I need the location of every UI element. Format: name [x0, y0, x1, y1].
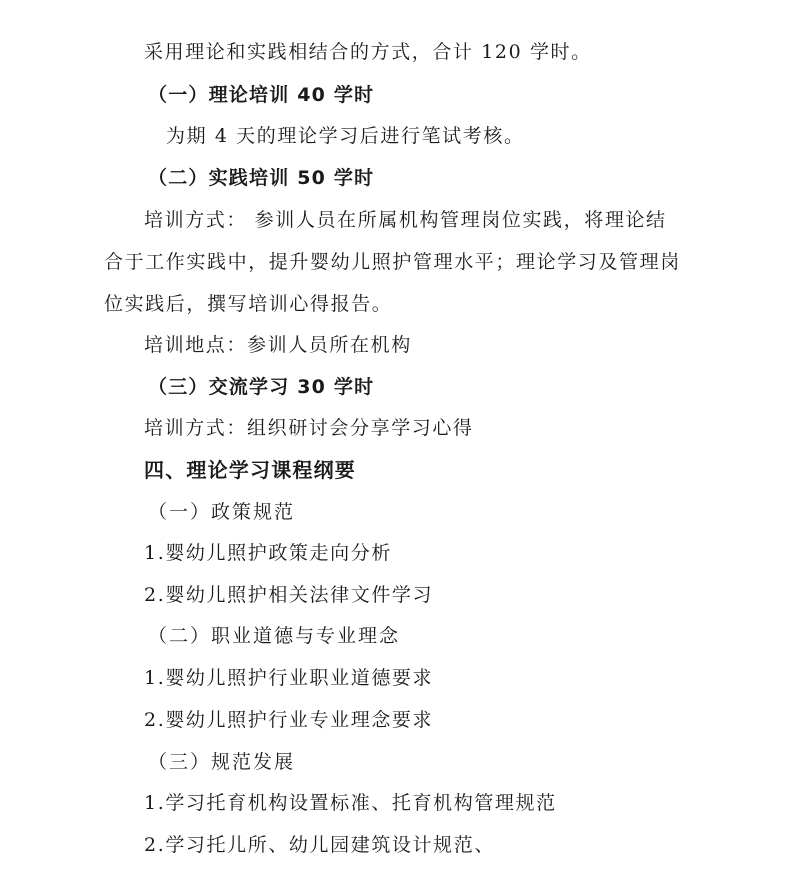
- subsection-policy: （一）政策规范: [148, 501, 296, 523]
- section-exchange-learning: （三）交流学习 30 学时: [148, 376, 375, 398]
- section-theory-training: （一）理论培训 40 学时: [148, 84, 375, 106]
- heading-course-outline: 四、理论学习课程纲要: [144, 458, 356, 482]
- list-item-development-1: 1.学习托育机构设置标准、托育机构管理规范: [144, 792, 557, 814]
- paragraph-training-location: 培训地点：参训人员所在机构: [144, 334, 412, 356]
- paragraph-practice-method-3: 位实践后，撰写培训心得报告。: [104, 293, 393, 315]
- paragraph-exchange-method: 培训方式：组织研讨会分享学习心得: [144, 417, 474, 439]
- paragraph-practice-method-1: 培训方式： 参训人员在所属机构管理岗位实践，将理论结: [144, 209, 667, 231]
- list-item-development-2: 2.学习托儿所、幼儿园建筑设计规范、: [144, 834, 495, 856]
- subsection-ethics: （二）职业道德与专业理念: [148, 625, 401, 647]
- list-item-ethics-1: 1.婴幼儿照护行业职业道德要求: [144, 667, 434, 689]
- list-item-policy-2: 2.婴幼儿照护相关法律文件学习: [144, 584, 434, 606]
- paragraph-practice-method-2: 合于工作实践中，提升婴幼儿照护管理水平；理论学习及管理岗: [104, 251, 681, 273]
- list-item-ethics-2: 2.婴幼儿照护行业专业理念要求: [144, 709, 434, 731]
- section-practice-training: （二）实践培训 50 学时: [148, 167, 375, 189]
- paragraph-total-hours: 采用理论和实践相结合的方式，合计 120 学时。: [144, 41, 592, 63]
- subsection-development: （三）规范发展: [148, 751, 296, 773]
- paragraph-theory-exam: 为期 4 天的理论学习后进行笔试考核。: [166, 125, 525, 147]
- list-item-policy-1: 1.婴幼儿照护政策走向分析: [144, 542, 392, 564]
